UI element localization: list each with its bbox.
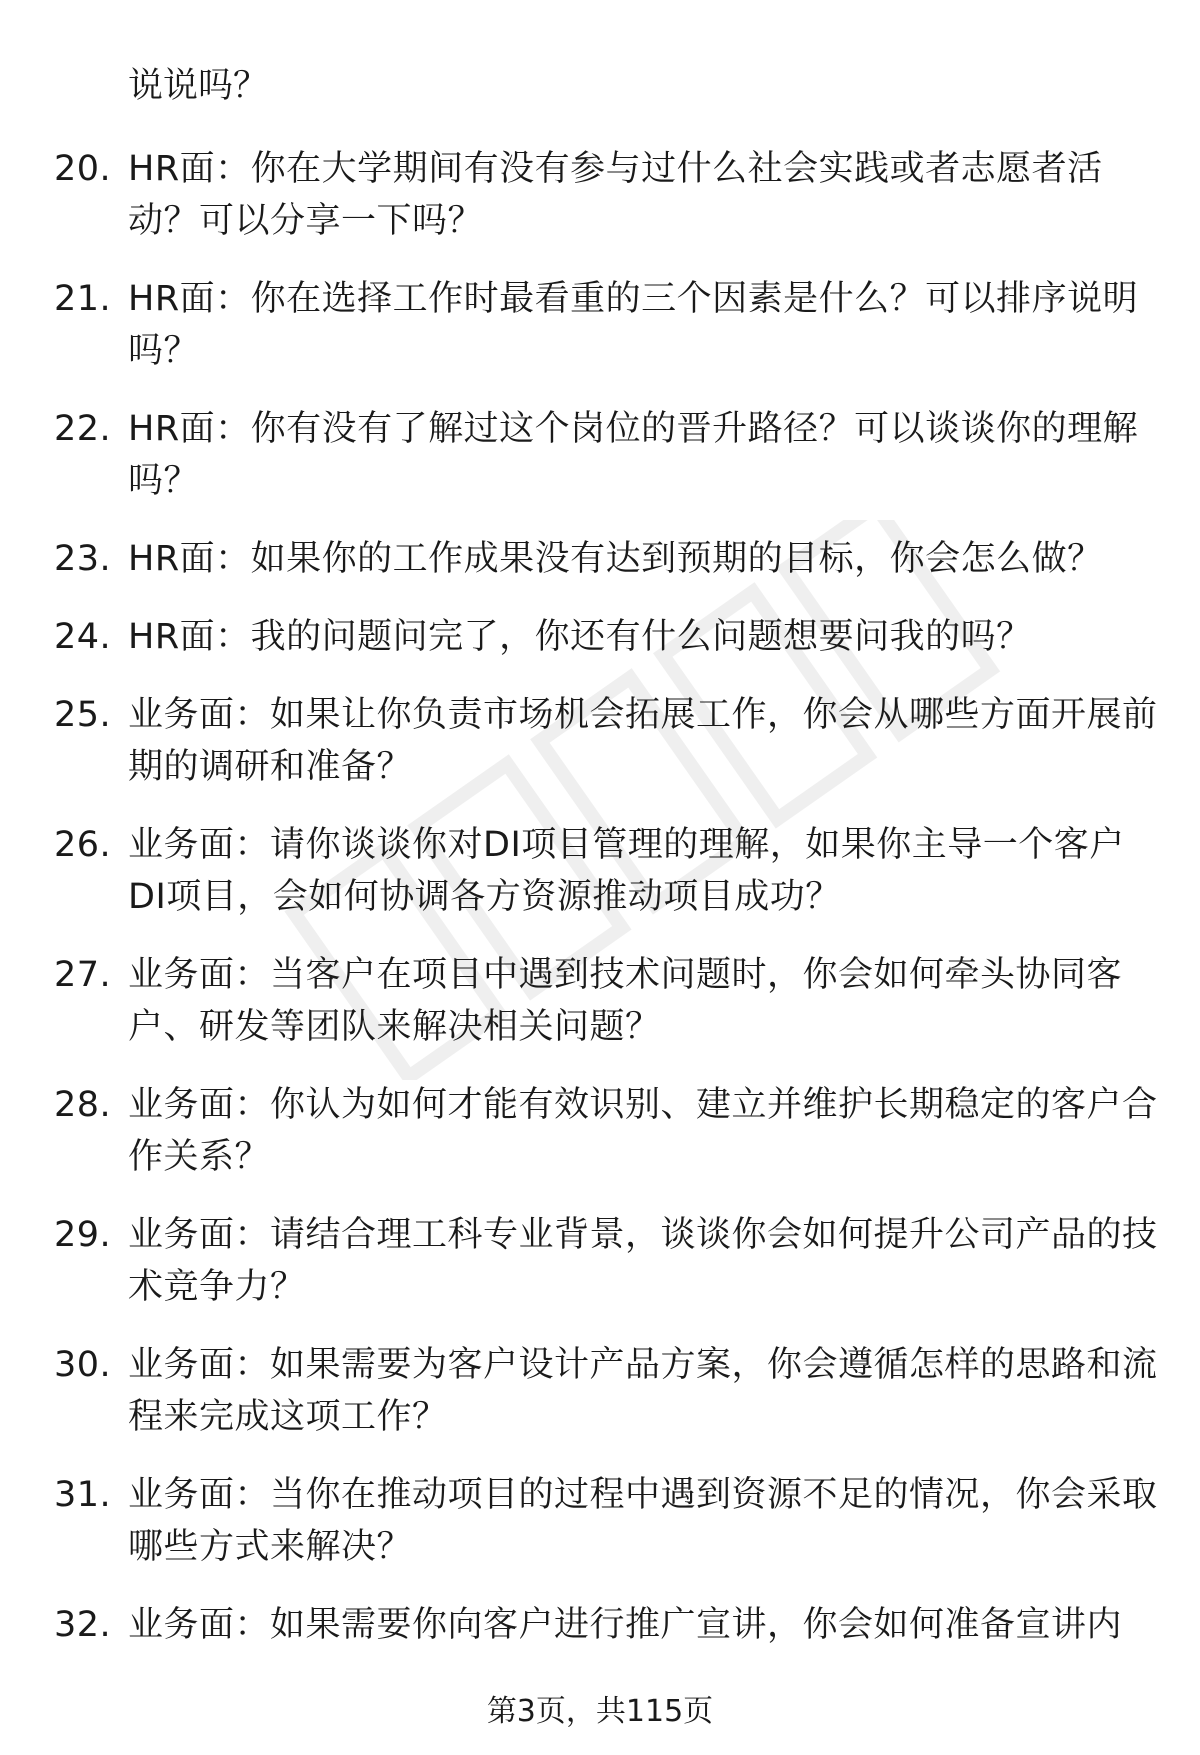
list-item bbox=[0, 1469, 1200, 1573]
previous-question-continuation: 说说吗？ bbox=[128, 66, 269, 106]
question-text: HR面：我的问题问完了，你还有什么问题想要问我的吗？ bbox=[128, 617, 1032, 657]
list-item bbox=[0, 689, 1200, 793]
question-list bbox=[0, 143, 1200, 1677]
question-number: 27. bbox=[54, 955, 112, 995]
list-item bbox=[0, 949, 1200, 1053]
list-item bbox=[0, 273, 1200, 377]
question-number: 20. bbox=[54, 149, 112, 189]
question-text: 业务面：如果需要为客户设计产品方案，你会遵循怎样的思路和流程来完成这项工作？ bbox=[128, 1345, 1158, 1437]
list-item bbox=[0, 403, 1200, 507]
question-number: 25. bbox=[54, 695, 112, 735]
page-number-footer: 第3页，共115页 bbox=[486, 1694, 714, 1729]
question-text: HR面：你有没有了解过这个岗位的晋升路径？可以谈谈你的理解吗？ bbox=[128, 409, 1139, 501]
list-item bbox=[0, 533, 1200, 585]
question-text: 业务面：当客户在项目中遇到技术问题时，你会如何牵头协同客户、研发等团队来解决相关问题？ bbox=[128, 955, 1123, 1047]
question-number: 32. bbox=[54, 1605, 112, 1645]
question-text: 业务面：请你谈谈你对DI项目管理的理解，如果你主导一个客户DI项目，会如何协调各方资源推动项目成功？ bbox=[128, 825, 1125, 917]
question-number: 29. bbox=[54, 1215, 112, 1255]
question-number: 22. bbox=[54, 409, 112, 449]
question-text: HR面：你在大学期间有没有参与过什么社会实践或者志愿者活动？可以分享一下吗？ bbox=[128, 149, 1103, 241]
list-item bbox=[0, 611, 1200, 663]
question-text: HR面：如果你的工作成果没有达到预期的目标，你会怎么做？ bbox=[128, 539, 1103, 579]
question-text: 业务面：如果需要你向客户进行推广宣讲，你会如何准备宣讲内 bbox=[128, 1605, 1123, 1645]
question-text: 业务面：你认为如何才能有效识别、建立并维护长期稳定的客户合作关系？ bbox=[128, 1085, 1158, 1177]
question-number: 26. bbox=[54, 825, 112, 865]
question-text: 业务面：当你在推动项目的过程中遇到资源不足的情况，你会采取哪些方式来解决？ bbox=[128, 1475, 1158, 1567]
question-number: 31. bbox=[54, 1475, 112, 1515]
list-item bbox=[0, 819, 1200, 923]
list-item bbox=[0, 1599, 1200, 1651]
list-item bbox=[0, 1209, 1200, 1313]
question-text: 业务面：请结合理工科专业背景，谈谈你会如何提升公司产品的技术竞争力？ bbox=[128, 1215, 1158, 1307]
list-item bbox=[0, 1339, 1200, 1443]
question-number: 28. bbox=[54, 1085, 112, 1125]
question-text: HR面：你在选择工作时最看重的三个因素是什么？可以排序说明吗？ bbox=[128, 279, 1139, 371]
list-item bbox=[0, 143, 1200, 247]
question-number: 23. bbox=[54, 539, 112, 579]
question-text: 业务面：如果让你负责市场机会拓展工作，你会从哪些方面开展前期的调研和准备？ bbox=[128, 695, 1158, 787]
question-number: 24. bbox=[54, 617, 112, 657]
question-number: 30. bbox=[54, 1345, 112, 1385]
list-item bbox=[0, 1079, 1200, 1183]
question-number: 21. bbox=[54, 279, 112, 319]
